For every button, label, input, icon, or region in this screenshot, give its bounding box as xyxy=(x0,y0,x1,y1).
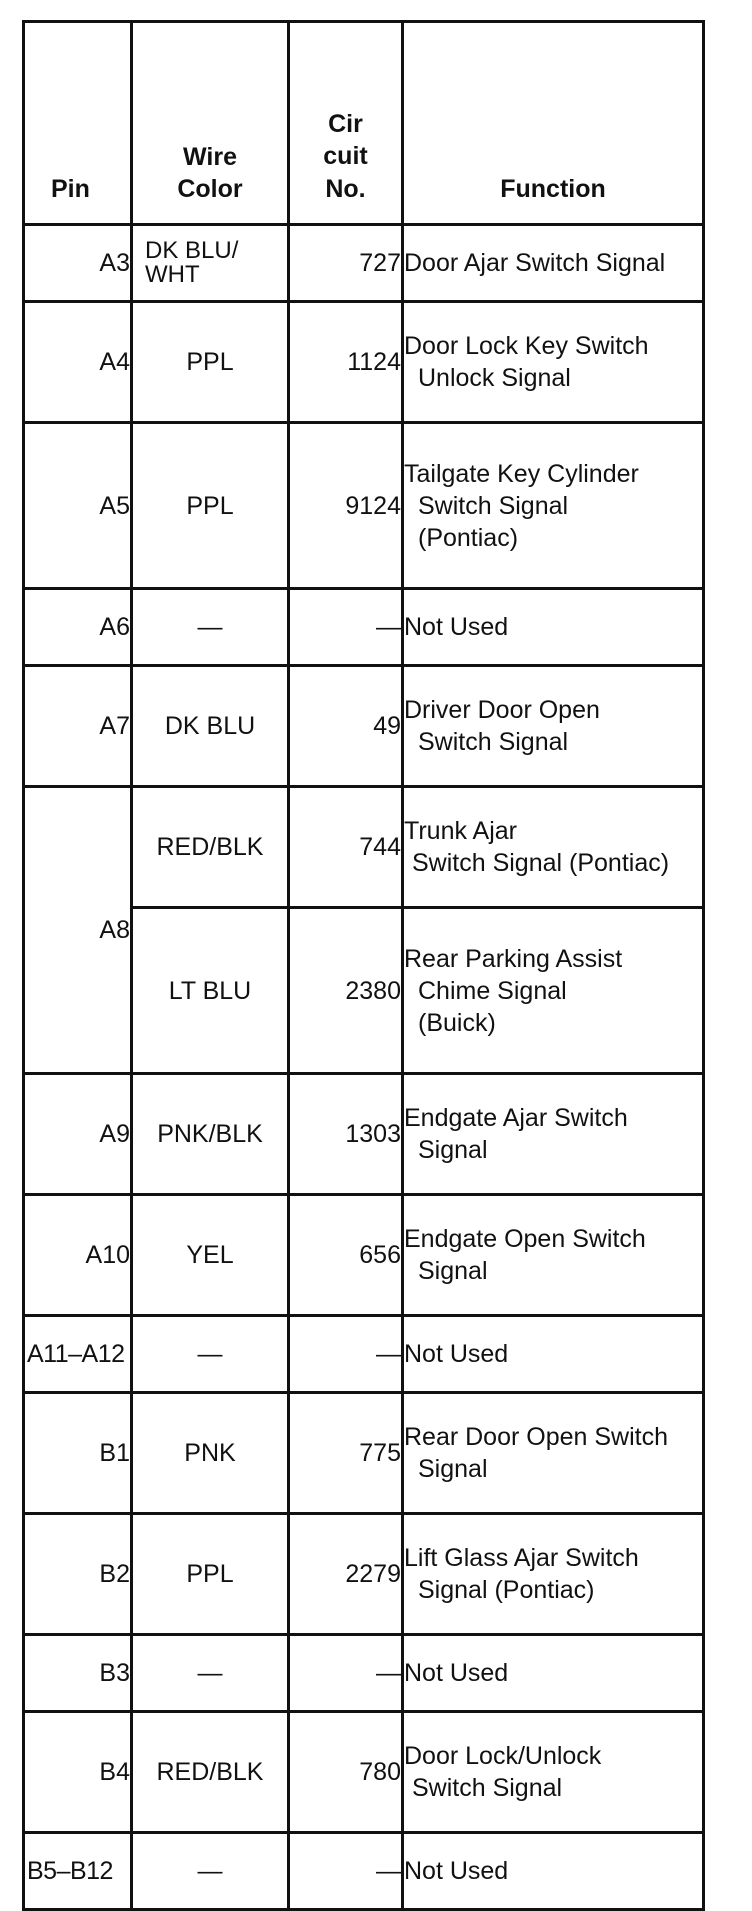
header-pin-label: Pin xyxy=(51,175,90,203)
wire-color-cell: RED/BLK xyxy=(132,787,289,908)
circuit-cell: 1124 xyxy=(289,302,403,423)
table-row xyxy=(24,423,704,589)
pin-cell: A7 xyxy=(24,666,132,787)
function-cell xyxy=(403,787,704,908)
pin-cell: B1 xyxy=(24,1393,132,1514)
function-line: Not Used xyxy=(404,1340,509,1368)
function-cell xyxy=(403,1833,704,1910)
header-pin xyxy=(24,22,132,225)
function-line: Not Used xyxy=(404,613,509,641)
function-line: Switch Signal xyxy=(418,728,569,756)
function-line: Signal xyxy=(418,1455,488,1483)
table-row xyxy=(24,666,704,787)
header-wire-line-1: Wire xyxy=(183,143,237,171)
function-cell xyxy=(403,1195,704,1316)
pin-cell: B3 xyxy=(24,1635,132,1712)
function-line: Rear Door Open Switch xyxy=(404,1423,669,1451)
function-line: Switch Signal xyxy=(418,491,569,520)
function-line: Signal (Pontiac) xyxy=(418,1576,595,1604)
wire-color-cell: PPL xyxy=(132,423,289,589)
function-cell xyxy=(403,1316,704,1393)
circuit-cell: 9124 xyxy=(289,423,403,589)
circuit-cell: 780 xyxy=(289,1712,403,1833)
pin-cell: A11–A12 xyxy=(24,1316,132,1393)
pin-cell: A6 xyxy=(24,589,132,666)
wire-color-cell: DK BLU xyxy=(132,666,289,787)
pin-cell: B4 xyxy=(24,1712,132,1833)
header-function xyxy=(403,22,704,225)
table-row xyxy=(24,589,704,666)
header-cir-line-2: cuit xyxy=(323,142,368,170)
pin-cell: A9 xyxy=(24,1074,132,1195)
table-row xyxy=(24,1393,704,1514)
circuit-cell: 744 xyxy=(289,787,403,908)
header-cir-line-3: No. xyxy=(325,174,366,203)
connector-pinout-document xyxy=(22,20,705,1911)
function-line: Trunk Ajar xyxy=(404,817,518,845)
circuit-cell: 2380 xyxy=(289,908,403,1074)
circuit-cell: 49 xyxy=(289,666,403,787)
wire-color-cell: PNK/BLK xyxy=(132,1074,289,1195)
header-function-label: Function xyxy=(500,175,606,203)
function-line: Signal xyxy=(418,1136,488,1164)
function-cell xyxy=(403,423,704,589)
pin-cell: A8 xyxy=(24,787,132,1074)
pin-cell: A10 xyxy=(24,1195,132,1316)
function-cell xyxy=(403,1712,704,1833)
function-line: Lift Glass Ajar Switch xyxy=(404,1544,639,1572)
function-line: Endgate Open Switch xyxy=(404,1225,646,1253)
function-cell xyxy=(403,908,704,1074)
wire-color-cell: RED/BLK xyxy=(132,1712,289,1833)
wire-color-cell: — xyxy=(132,1635,289,1712)
function-cell xyxy=(403,225,704,302)
table-row xyxy=(24,1195,704,1316)
function-cell xyxy=(403,1393,704,1514)
circuit-cell: 727 xyxy=(289,225,403,302)
function-line: Rear Parking Assist xyxy=(404,944,623,973)
function-line: Unlock Signal xyxy=(418,364,571,392)
pin-cell: A3 xyxy=(24,225,132,302)
circuit-cell: — xyxy=(289,589,403,666)
table-row xyxy=(24,1635,704,1712)
table-row xyxy=(24,787,704,908)
table-row xyxy=(24,302,704,423)
header-wire-color xyxy=(132,22,289,225)
circuit-cell: — xyxy=(289,1833,403,1910)
wire-color-cell: — xyxy=(132,1316,289,1393)
function-line: Driver Door Open xyxy=(404,696,600,724)
circuit-cell: 775 xyxy=(289,1393,403,1514)
pin-cell: A4 xyxy=(24,302,132,423)
function-line: (Buick) xyxy=(418,1008,496,1037)
circuit-cell: 2279 xyxy=(289,1514,403,1635)
wire-color-cell: — xyxy=(132,1833,289,1910)
header-row xyxy=(24,22,704,225)
function-line: (Pontiac) xyxy=(418,523,519,552)
wire-color-cell: LT BLU xyxy=(132,908,289,1074)
function-cell xyxy=(403,589,704,666)
table-row xyxy=(24,1712,704,1833)
wire-color-cell: PPL xyxy=(132,302,289,423)
function-line: Door Lock/Unlock xyxy=(404,1742,602,1770)
function-line: Not Used xyxy=(404,1659,509,1687)
function-cell xyxy=(403,1074,704,1195)
circuit-cell: 1303 xyxy=(289,1074,403,1195)
function-line: Signal xyxy=(418,1257,488,1285)
function-line: Not Used xyxy=(404,1857,509,1885)
wire-color-cell: YEL xyxy=(132,1195,289,1316)
wire-color-cell: PNK xyxy=(132,1393,289,1514)
circuit-cell: 656 xyxy=(289,1195,403,1316)
header-circuit-no xyxy=(289,22,403,225)
function-line: Switch Signal (Pontiac) xyxy=(412,849,670,877)
header-wire-line-2: Color xyxy=(177,175,243,203)
pin-cell: B2 xyxy=(24,1514,132,1635)
pinout-table xyxy=(22,20,705,1911)
function-cell xyxy=(403,1635,704,1712)
wire-color-cell: PPL xyxy=(132,1514,289,1635)
table-row xyxy=(24,1074,704,1195)
function-line: Door Lock Key Switch xyxy=(404,332,649,360)
table-row xyxy=(24,1316,704,1393)
table-row xyxy=(24,225,704,302)
circuit-cell: — xyxy=(289,1316,403,1393)
function-cell xyxy=(403,302,704,423)
table-row xyxy=(24,1514,704,1635)
table-row xyxy=(24,1833,704,1910)
function-line: Switch Signal xyxy=(412,1774,563,1802)
function-cell xyxy=(403,666,704,787)
function-line: Chime Signal xyxy=(418,976,567,1005)
wire-color-cell: — xyxy=(132,589,289,666)
function-line: Tailgate Key Cylinder xyxy=(404,459,639,488)
wire-color-cell: DK BLU/ WHT xyxy=(132,225,289,302)
function-line: Door Ajar Switch Signal xyxy=(404,249,666,277)
function-cell xyxy=(403,1514,704,1635)
circuit-cell: — xyxy=(289,1635,403,1712)
function-line: Endgate Ajar Switch xyxy=(404,1104,628,1132)
pin-cell: B5–B12 xyxy=(24,1833,132,1910)
pin-cell: A5 xyxy=(24,423,132,589)
header-cir-line-1: Cir xyxy=(328,109,363,138)
